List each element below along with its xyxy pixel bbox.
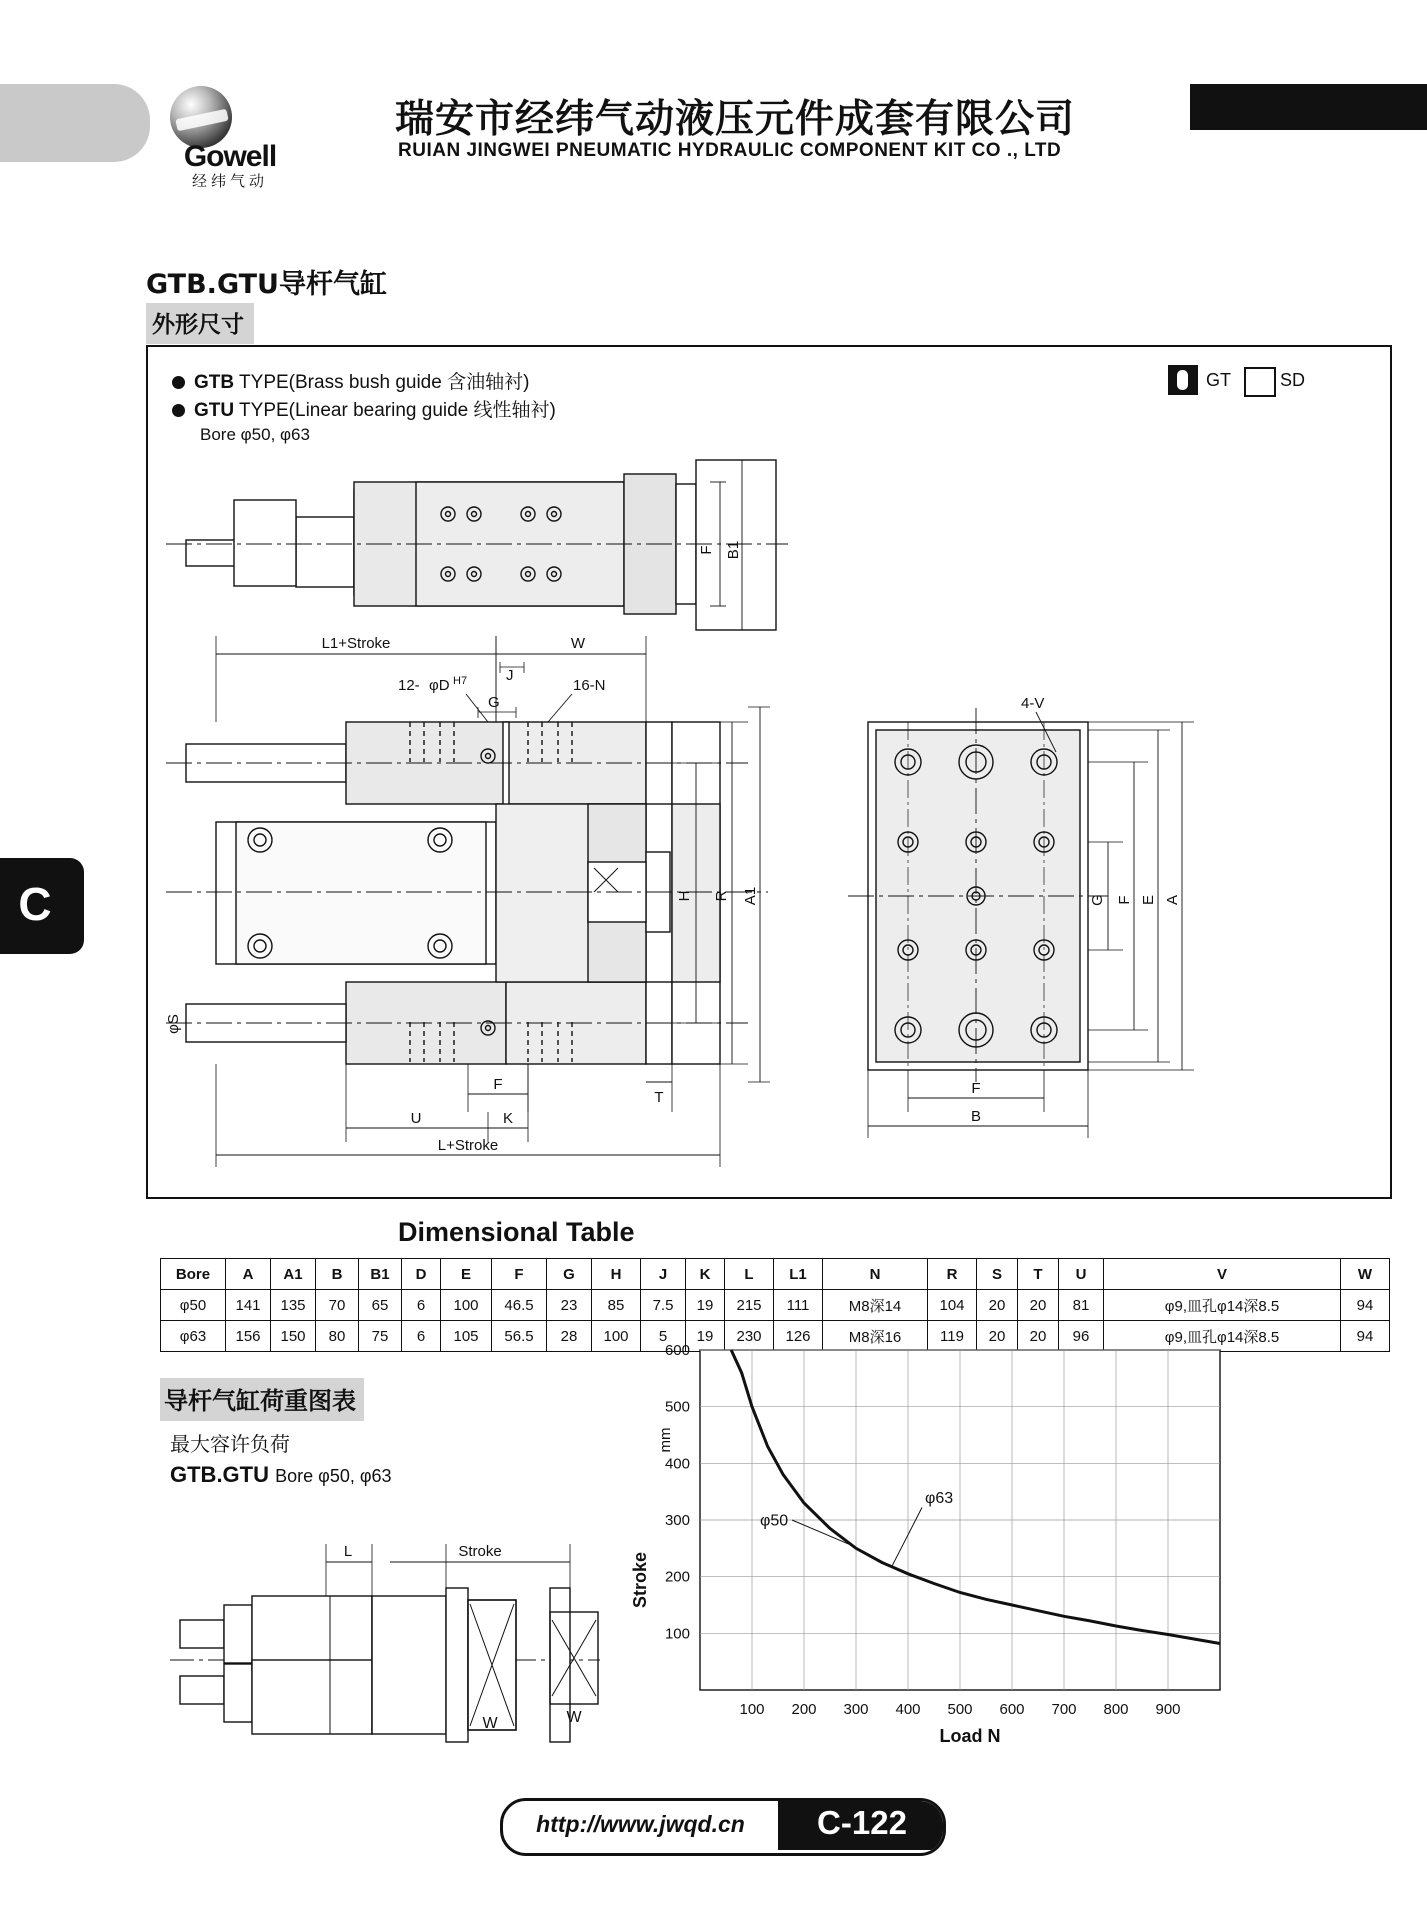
svg-text:T: T [654, 1089, 664, 1106]
dimensional-table-title: Dimensional Table [398, 1217, 635, 1247]
cell-l1: 111 [774, 1290, 823, 1321]
svg-text:400: 400 [664, 1455, 690, 1473]
cell-f: 46.5 [492, 1290, 547, 1321]
cell-d: 6 [402, 1321, 441, 1352]
page-title: GTB.GTU导杆气缸 [146, 269, 387, 300]
cell-n: M8深16 [823, 1321, 928, 1352]
svg-text:W: W [566, 1709, 582, 1726]
svg-text:F: F [698, 545, 715, 555]
cell-k: 19 [686, 1321, 725, 1352]
technical-drawing-svg [148, 422, 1386, 1192]
svg-text:G: G [1089, 894, 1106, 906]
cell-a: 141 [226, 1290, 271, 1321]
load-chart-model-note: Bore φ50, φ63 [275, 1466, 392, 1486]
load-chart-title: 导杆气缸荷重图表 [160, 1378, 364, 1421]
cell-j: 5 [641, 1321, 686, 1352]
col-n: N [823, 1259, 928, 1290]
svg-text:K: K [502, 1110, 514, 1127]
stroke-diagram-svg [150, 1500, 620, 1830]
svg-text:E: E [1140, 894, 1157, 906]
col-b: B [316, 1259, 359, 1290]
load-chart-subtitle: 最大容许负荷 [170, 1432, 290, 1456]
page-header [0, 84, 1427, 190]
cell-a1: 135 [271, 1290, 316, 1321]
svg-text:φD: φD [429, 677, 450, 694]
gt-sd-legend [1168, 365, 1368, 397]
svg-text:16-N: 16-N [573, 677, 606, 694]
svg-text:500: 500 [947, 1701, 973, 1718]
chart-yunit: mm [657, 1427, 674, 1453]
cell-l: 215 [725, 1290, 774, 1321]
col-d: D [402, 1259, 441, 1290]
type-gtb-line [172, 367, 529, 394]
cell-j: 7.5 [641, 1290, 686, 1321]
svg-text:100: 100 [739, 1701, 765, 1718]
cell-a: 156 [226, 1321, 271, 1352]
dimension-drawing-frame [146, 345, 1392, 1199]
type-gtu-label: GTU [194, 400, 235, 421]
col-bore: Bore [161, 1259, 226, 1290]
svg-text:R: R [713, 890, 730, 902]
svg-text:200: 200 [791, 1701, 817, 1718]
table-header-row [161, 1259, 1390, 1290]
chart-annotation-phi50: φ50 [760, 1512, 789, 1530]
cell-v: φ9,皿孔φ14深8.5 [1104, 1321, 1341, 1352]
logo-sphere-icon [170, 86, 232, 148]
cell-l1: 126 [774, 1321, 823, 1352]
cell-b1: 65 [359, 1290, 402, 1321]
col-l1: L1 [774, 1259, 823, 1290]
col-k: K [686, 1259, 725, 1290]
page-footer [500, 1798, 946, 1856]
cell-g: 28 [547, 1321, 592, 1352]
col-a: A [226, 1259, 271, 1290]
cell-u: 96 [1059, 1321, 1104, 1352]
cell-u: 81 [1059, 1290, 1104, 1321]
section-index-tab [0, 858, 84, 954]
svg-text:600: 600 [999, 1701, 1025, 1718]
svg-text:B1: B1 [725, 540, 742, 560]
type-gtb-label: GTB [194, 372, 235, 393]
cell-w: 94 [1341, 1321, 1390, 1352]
svg-text:700: 700 [1051, 1701, 1077, 1718]
cell-g: 23 [547, 1290, 592, 1321]
svg-text:400: 400 [895, 1701, 921, 1718]
svg-text:300: 300 [843, 1701, 869, 1718]
load-chart-model [170, 1462, 392, 1488]
col-a1: A1 [271, 1259, 316, 1290]
svg-text:F: F [1116, 895, 1133, 905]
svg-text:600: 600 [664, 1342, 690, 1359]
cell-s: 20 [977, 1290, 1018, 1321]
col-s: S [977, 1259, 1018, 1290]
col-b1: B1 [359, 1259, 402, 1290]
svg-text:L: L [343, 1543, 353, 1560]
load-chart-model-name: GTB.GTU [170, 1462, 269, 1487]
svg-text:900: 900 [1155, 1701, 1181, 1718]
cell-a1: 150 [271, 1321, 316, 1352]
svg-text:H: H [676, 890, 693, 902]
svg-text:800: 800 [1103, 1701, 1129, 1718]
svg-text:H7: H7 [453, 675, 468, 687]
cell-k: 19 [686, 1290, 725, 1321]
col-j: J [641, 1259, 686, 1290]
cell-l: 230 [725, 1321, 774, 1352]
col-h: H [592, 1259, 641, 1290]
svg-text:F: F [971, 1080, 981, 1097]
type-gtu-line [172, 395, 556, 422]
col-g: G [547, 1259, 592, 1290]
chart-xlabel: Load N [939, 1726, 1001, 1746]
section-title: 外形尺寸 [146, 303, 254, 344]
svg-text:J: J [506, 667, 514, 684]
table-row [161, 1290, 1390, 1321]
company-name-cn: 瑞安市经纬气动液压元件成套有限公司 [395, 97, 1076, 142]
svg-text:φS: φS [165, 1014, 182, 1034]
cell-b: 70 [316, 1290, 359, 1321]
header-black-bar [1190, 84, 1427, 130]
cell-t: 20 [1018, 1290, 1059, 1321]
svg-text:F: F [493, 1076, 503, 1093]
section-index-letter: C [18, 878, 52, 930]
cell-w: 94 [1341, 1290, 1390, 1321]
page-number: C-122 [778, 1798, 946, 1850]
header-grey-block [0, 84, 150, 162]
cell-t: 20 [1018, 1321, 1059, 1352]
col-f: F [492, 1259, 547, 1290]
bullet-icon [172, 404, 185, 417]
legend-sd-label: SD [1280, 370, 1306, 390]
chart-ylabel: Stroke [630, 1551, 650, 1609]
col-v: V [1104, 1259, 1341, 1290]
cell-b: 80 [316, 1321, 359, 1352]
svg-text:300: 300 [664, 1512, 690, 1529]
svg-text:L1+Stroke: L1+Stroke [321, 635, 391, 652]
svg-text:W: W [570, 635, 586, 652]
type-gtu-desc: TYPE(Linear bearing guide 线性轴衬) [234, 400, 556, 421]
svg-text:500: 500 [664, 1398, 690, 1416]
cell-f: 56.5 [492, 1321, 547, 1352]
svg-text:100: 100 [664, 1625, 690, 1643]
cell-e: 100 [441, 1290, 492, 1321]
company-name-en: RUIAN JINGWEI PNEUMATIC HYDRAULIC COMPONENT KIT CO ., LTD [398, 140, 1062, 161]
svg-text:B: B [970, 1108, 982, 1125]
svg-text:12-: 12- [398, 677, 420, 694]
cell-b1: 75 [359, 1321, 402, 1352]
col-t: T [1018, 1259, 1059, 1290]
svg-text:U: U [410, 1110, 422, 1127]
cell-r: 104 [928, 1290, 977, 1321]
svg-text:A1: A1 [742, 886, 759, 906]
col-w: W [1341, 1259, 1390, 1290]
col-u: U [1059, 1259, 1104, 1290]
company-logo [140, 84, 320, 188]
chart-annotation-phi63: φ63 [925, 1490, 954, 1507]
bullet-icon [172, 376, 185, 389]
load-vs-stroke-chart [620, 1330, 1260, 1750]
type-gtb-desc: TYPE(Brass bush guide 含油轴衬) [234, 372, 530, 393]
svg-text:L+Stroke: L+Stroke [437, 1137, 499, 1154]
cell-d: 6 [402, 1290, 441, 1321]
logo-wordmark: Gowell [183, 140, 277, 173]
cell-r: 119 [928, 1321, 977, 1352]
cell-n: M8深14 [823, 1290, 928, 1321]
col-e: E [441, 1259, 492, 1290]
legend-gt-label: GT [1206, 370, 1231, 390]
svg-text:W: W [482, 1715, 498, 1732]
svg-text:200: 200 [664, 1568, 690, 1586]
cell-bore: φ50 [161, 1290, 226, 1321]
cell-e: 105 [441, 1321, 492, 1352]
website-url[interactable]: http://www.jwqd.cn [536, 1811, 745, 1837]
cell-s: 20 [977, 1321, 1018, 1352]
svg-text:Stroke: Stroke [458, 1543, 502, 1560]
legend-checkbox [1244, 367, 1276, 397]
svg-text:4-V: 4-V [1021, 695, 1045, 712]
cell-h: 100 [592, 1321, 641, 1352]
col-l: L [725, 1259, 774, 1290]
cell-h: 85 [592, 1290, 641, 1321]
cell-v: φ9,皿孔φ14深8.5 [1104, 1290, 1341, 1321]
svg-text:G: G [488, 694, 500, 711]
cell-bore: φ63 [161, 1321, 226, 1352]
bore-note: Bore φ50, φ63 [200, 425, 310, 444]
col-r: R [928, 1259, 977, 1290]
logo-subtext: 经纬气动 [191, 173, 268, 190]
sensor-icon [1168, 365, 1198, 395]
svg-text:A: A [1164, 894, 1181, 906]
